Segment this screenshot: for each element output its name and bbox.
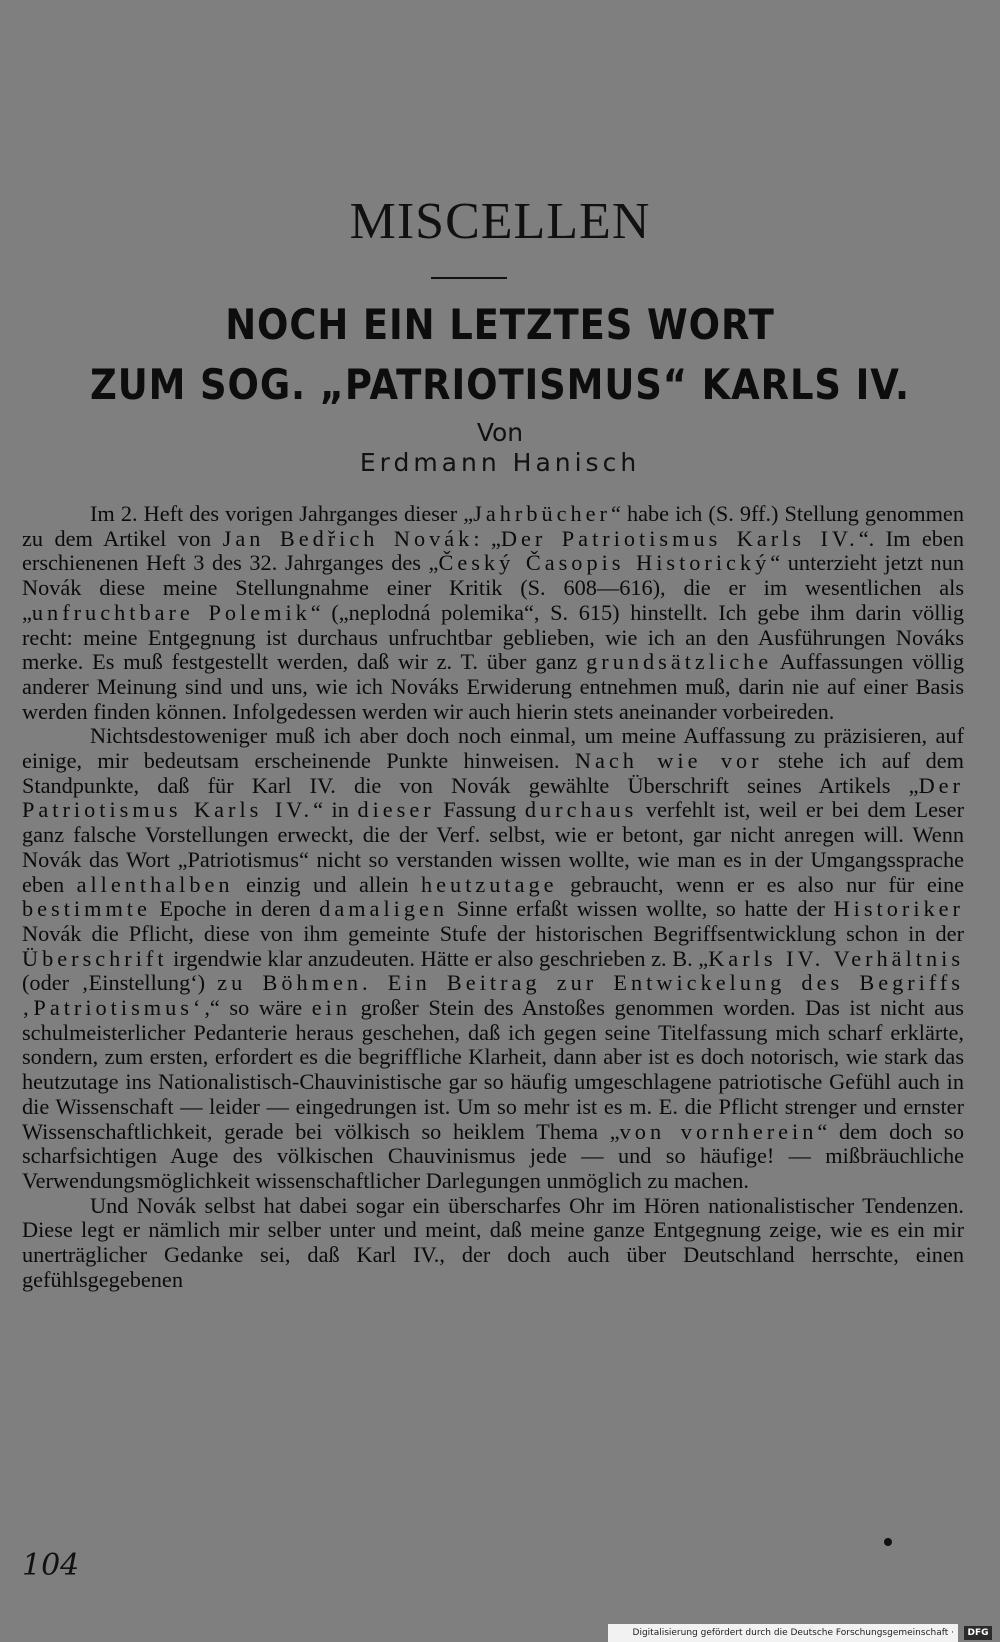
- spaced-emphasis: grundsätzliche: [586, 649, 773, 675]
- paragraph: [22, 724, 964, 1193]
- spaced-emphasis: dieser: [357, 797, 435, 823]
- text-run: Novák die Pflicht, diese von ihm gemeinte Stufe der historischen Begriffsentwicklung schon in der: [22, 920, 964, 946]
- paragraph: [22, 1194, 964, 1293]
- spaced-emphasis: bestimmte: [22, 896, 151, 922]
- author-name: Erdmann Hanisch: [359, 448, 641, 477]
- spaced-emphasis: zu Böhmen. Ein Beitrag zur Entwickelung des Begriffs ‚Patriotismus‘: [22, 970, 964, 1021]
- headline-line-1: NOCH EIN LETZTES WORT: [225, 300, 775, 349]
- spaced-emphasis: von vornherein: [619, 1118, 818, 1144]
- text-run: “ in: [313, 797, 358, 823]
- text-run: gebraucht, wenn er es also nur für eine: [557, 871, 964, 897]
- text-run: einzig und allein: [233, 871, 421, 897]
- spaced-emphasis: Jan Bedřich Novák: [222, 525, 474, 551]
- page-number: 104: [22, 1548, 80, 1583]
- dfg-logo: DFG: [964, 1626, 992, 1640]
- text-run: “ dem doch so scharfsichtigen Auge des völkischen Chauvinismus jede — und so häufige! — mißbräuchliche Verwendungsmöglichkeit wissenschaftlicher Darlegungen unmöglich zu machen.: [22, 1118, 964, 1193]
- spaced-emphasis: ein: [311, 995, 351, 1021]
- spaced-emphasis: Der Patriotismus Karls IV.: [500, 525, 859, 551]
- text-run: “ habe ich (S. 9ff.) Stellung genommen zu dem Artikel von: [22, 501, 964, 551]
- digitization-credit: Digitalisierung gefördert durch die Deutsche Forschungsgemeinschaft ·: [608, 1624, 958, 1642]
- article-body: [22, 502, 964, 1293]
- text-run: Im 2. Heft des vorigen Jahrganges dieser „: [90, 501, 474, 526]
- paragraph: [22, 502, 964, 724]
- ink-dot: [884, 1538, 892, 1546]
- text-run: irgendwie klar anzudeuten. Hätte er also geschrieben z. B. „: [167, 945, 709, 971]
- text-run: verfehlt ist, weil er bei dem Leser ganz falsche Vorstellungen erweckt, die der Verf. selbst, wie er betont, gar nicht anregen will. Wenn Novák das Wort „Patriotismus“ nicht so verstanden wissen wollte, wie man es in der Umgangssprache eben: [22, 797, 964, 897]
- spaced-emphasis: Český Časopis Historický: [438, 550, 771, 576]
- text-run: Und Novák selbst hat dabei sogar ein überscharfes Ohr im Hören nationalistischer Tendenzen. Diese legt er nämlich mir selber unter und meint, daß meine ganze Entgegnung zeige, wie es ein mir unerträglicher Gedanke sei, daß Karl IV., der doch auch über Deutschland herrschte, einen gefühlsgegebenen: [22, 1192, 964, 1292]
- spaced-emphasis: Nach wie vor: [574, 748, 763, 774]
- text-run: “ („neplodná polemika“, S. 615) hinstellt. Ich gebe ihm darin völlig recht: meine Entgegnung ist durchaus unfruchtbar geblieben, wie ich an den Ausführungen Nováks merke. Es muß festgestellt werden, daß wir z. T. über ganz: [22, 599, 964, 675]
- text-run: ,“ so wäre: [204, 995, 312, 1021]
- text-run: großer Stein des Anstoßes genommen worden. Das ist nicht aus schulmeisterlicher Pedanterie heraus geschehen, daß ich gegen seine Titelfassung mich scharf erklärte, sondern, zum ersten, erfordert es die begriffliche Klarheit, dann aber ist es doch notorisch, wie stark das heutzutage ins Nationalistisch-Chauvinistische gar so häufig umgeschlagene patriotische Gefühl auch in die Wissenschaft — leider — eingedrungen ist. Um so mehr ist es m. E. die Pflicht strenger und ernster Wissenschaftlichkeit, gerade bei völkisch so heiklem Thema „: [22, 995, 964, 1144]
- spaced-emphasis: Karls IV. Verhältnis: [708, 945, 964, 971]
- spaced-emphasis: Überschrift: [22, 945, 168, 971]
- text-run: Fassung: [434, 797, 525, 823]
- title-divider: [431, 277, 507, 279]
- spaced-emphasis: Jahrbücher: [473, 501, 611, 526]
- text-run: Sinne erfaßt wissen wollte, so hatte der: [448, 896, 834, 922]
- spaced-emphasis: Der Patriotismus Karls IV.: [22, 772, 964, 823]
- text-run: Auffassungen völlig anderer Meinung sind und uns, wie ich Nováks Erwiderung entnehmen muß, darin nie auf einer Basis werden finden können. Infolgedessen werden wir auch hierin stets aneinander vorbeireden.: [22, 649, 964, 724]
- text-run: “ unterzieht jetzt nun Novák diese meine Stellungnahme einer Kritik (S. 608—616), die er im wesentlichen als „: [22, 550, 965, 625]
- spaced-emphasis: heutzutage: [421, 871, 558, 897]
- text-run: : „: [473, 525, 501, 551]
- spaced-emphasis: allenthalben: [76, 871, 234, 897]
- text-run: stehe ich auf dem Standpunkte, daß für Karl IV. die von Novák gewählte Überschrift seines Artikels „: [22, 748, 964, 798]
- text-run: (oder ‚Einstellung‘): [22, 970, 218, 996]
- text-run: Epoche in deren: [150, 896, 320, 922]
- text-run: “. Im eben erschienenen Heft 3 des 32. Jahrganges des „: [22, 525, 964, 576]
- text-run: Nichtsdestoweniger muß ich aber doch noch einmal, um meine Auffassung zu präzisieren, auf einige, mir bedeutsam erscheinende Punkte hinweisen.: [22, 723, 964, 774]
- spaced-emphasis: unfruchtbare Polemik: [31, 599, 311, 625]
- spaced-emphasis: Historiker: [833, 896, 964, 922]
- byline-von: Von: [476, 418, 524, 447]
- spaced-emphasis: damaligen: [319, 896, 449, 922]
- section-title: MISCELLEN: [349, 193, 651, 250]
- headline-line-2: ZUM SOG. „PATRIOTISMUS“ KARLS IV.: [90, 360, 910, 409]
- spaced-emphasis: durchaus: [524, 797, 638, 823]
